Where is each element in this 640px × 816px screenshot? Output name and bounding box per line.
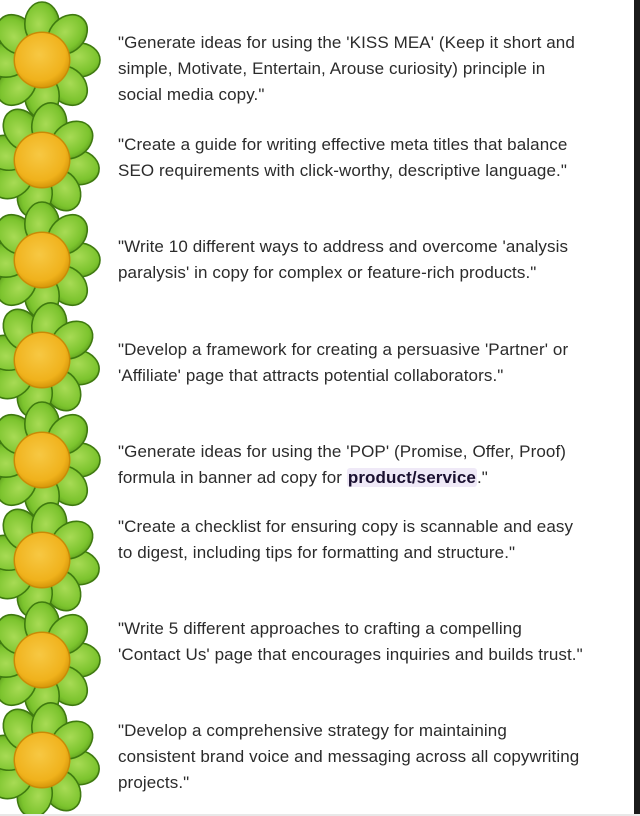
prompt-text: "Develop a framework for creating a persuasive 'Partner' or 'Affiliate' page that attracts potential collaborators." (118, 340, 569, 385)
flower-center (15, 333, 69, 387)
prompt-text: "Write 5 different approaches to crafting a compelling 'Contact Us' page that encourages inquiries and builds trust." (118, 619, 583, 664)
prompt-text: "Create a checklist for ensuring copy is scannable and easy to digest, including tips for formatting and structure." (118, 517, 574, 562)
window-edge (634, 0, 640, 816)
prompt-item-1 (118, 30, 588, 108)
prompt-item-8 (118, 718, 588, 796)
flower-center (15, 433, 69, 487)
flower-center (15, 33, 69, 87)
prompt-item-6 (118, 514, 588, 566)
flower-center (15, 633, 69, 687)
flower-center (15, 233, 69, 287)
prompt-item-5 (118, 439, 588, 491)
highlighted-placeholder: product/service (347, 468, 476, 487)
flower-center (15, 733, 69, 787)
flower-center (15, 133, 69, 187)
prompt-item-3 (118, 234, 588, 286)
prompt-item-4 (118, 337, 588, 389)
prompt-text: "Create a guide for writing effective meta titles that balance SEO requirements with click-worthy, descriptive language." (118, 135, 568, 180)
flower-center (15, 533, 69, 587)
prompt-item-7 (118, 616, 588, 668)
flower-border (0, 0, 120, 816)
prompt-item-2 (118, 132, 588, 184)
prompt-text-before: "Generate ideas for using the 'POP' (Promise, Offer, Proof) formula in banner ad copy for (118, 442, 567, 487)
prompt-text: "Generate ideas for using the 'KISS MEA' (Keep it short and simple, Motivate, Entertain, Arouse curiosity) principle in social media copy." (118, 33, 575, 104)
prompt-text: "Develop a comprehensive strategy for maintaining consistent brand voice and messaging across all copywriting projects." (118, 721, 580, 792)
prompt-text: "Write 10 different ways to address and overcome 'analysis paralysis' in copy for complex or feature-rich products." (118, 237, 569, 282)
prompt-text-after: ." (476, 468, 488, 487)
